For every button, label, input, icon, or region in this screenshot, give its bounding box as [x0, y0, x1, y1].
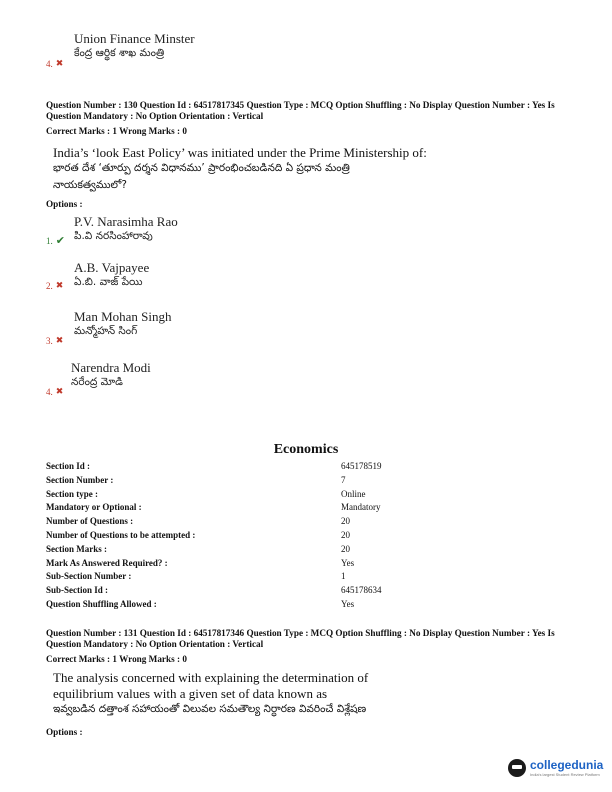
question-131-stem-english-line2: equilibrium values with a given set of data known as	[53, 686, 328, 701]
section-info-row	[46, 599, 446, 613]
section-info-key: Mark As Answered Required? :	[46, 557, 168, 568]
cross-icon: ✖	[55, 280, 64, 290]
section-info-key: Section Marks :	[46, 543, 107, 554]
question-130-options-label: Options :	[46, 199, 83, 209]
option-1-marker	[46, 234, 65, 247]
cross-icon: ✖	[55, 386, 64, 396]
option-1-english: P.V. Narasimha Rao	[74, 214, 178, 229]
section-info-value: 20	[341, 529, 350, 540]
option-number: 4.	[46, 58, 53, 69]
option-number: 2.	[46, 280, 53, 291]
section-info-value: 20	[341, 543, 350, 554]
section-info-row	[46, 502, 446, 516]
option-2-english: A.B. Vajpayee	[74, 260, 150, 275]
prev-option-4-english: Union Finance Minster	[74, 31, 195, 46]
question-131-stem-english-line1: The analysis concerned with explaining the determination of	[53, 670, 369, 685]
logo-name: collegedunia	[530, 758, 604, 772]
option-1-telugu: పి.వి నరసింహారావు	[74, 230, 153, 242]
question-131-options-label: Options :	[46, 727, 83, 737]
collegedunia-logo	[508, 758, 603, 777]
question-131-meta: Question Number : 131 Question Id : 64517817346 Question Type : MCQ Option Shuffling : No Display Question Number : Yes Is Question Mandatory : No Option Orientation : Vertical	[46, 628, 555, 649]
option-4-english: Narendra Modi	[71, 360, 151, 375]
option-number: 1.	[46, 235, 53, 246]
cross-icon: ✖	[55, 58, 64, 68]
option-2-telugu: ఏ.బి. వాజ్ పేయి	[74, 276, 143, 288]
option-number: 4.	[46, 386, 53, 397]
cross-icon: ✖	[55, 335, 64, 345]
section-info-value: 1	[341, 571, 346, 582]
section-info-value: 20	[341, 516, 350, 527]
section-info-row	[46, 571, 446, 585]
section-info-key: Section Number :	[46, 474, 114, 485]
checkmark-icon: ✔	[55, 235, 65, 247]
option-3-english: Man Mohan Singh	[74, 309, 172, 324]
section-info-row	[46, 489, 446, 503]
section-info-row	[46, 585, 446, 599]
section-info-key: Section Id :	[46, 461, 91, 471]
section-info-row	[46, 530, 446, 544]
section-info-row	[46, 544, 446, 558]
question-130-meta: Question Number : 130 Question Id : 64517817345 Question Type : MCQ Option Shuffling : No Display Question Number : Yes Is Question Mandatory : No Option Orientation : Vertical	[46, 100, 555, 121]
section-info-key: Number of Questions :	[46, 516, 134, 527]
section-info-row	[46, 516, 446, 530]
option-number: 3.	[46, 335, 53, 346]
question-130-stem-english: India’s ‘look East Policy’ was initiated under the Prime Ministership of:	[53, 145, 427, 160]
section-info-row	[46, 475, 446, 489]
question-130-stem-telugu-line1: భారత దేశ ‘తూర్పు దర్శన విధానము’ ప్రారంభించబడినది ఏ ప్రధాన మంత్రి	[53, 162, 350, 174]
section-info-value: Yes	[341, 598, 355, 609]
section-info-row	[46, 461, 446, 475]
question-130-stem-telugu-line2: నాయకత్వములో?	[53, 179, 127, 191]
section-info-value: Mandatory	[341, 502, 381, 513]
section-info-row	[46, 558, 446, 572]
option-3-marker	[46, 335, 63, 346]
section-info-key: Section type :	[46, 488, 98, 499]
question-131-stem-telugu: ఇవ్వబడిన దత్తాంశ సహాయంతో విలువల సమతౌల్య నిర్ధారణ వివరించే విశ్లేషణ	[53, 703, 367, 715]
logo-mascot-icon	[508, 759, 526, 777]
section-info-value: 7	[341, 474, 346, 485]
section-info-value: 645178634	[341, 585, 382, 596]
section-info-key: Sub-Section Id :	[46, 585, 109, 596]
prev-option-4-telugu: కేంద్ర ఆర్థిక శాఖ మంత్రి	[74, 47, 165, 59]
section-info-value: Online	[341, 488, 366, 499]
section-info-key: Sub-Section Number :	[46, 571, 132, 582]
option-3-telugu: మన్మోహన్ సింగ్	[74, 325, 138, 337]
section-info-value: Yes	[341, 557, 355, 568]
logo-tagline: India's largest Student Review Platform	[530, 772, 600, 777]
section-info-key: Question Shuffling Allowed :	[46, 598, 157, 609]
prev-option-4-marker	[46, 58, 63, 69]
question-130-marks: Correct Marks : 1 Wrong Marks : 0	[46, 126, 187, 136]
option-2-marker	[46, 280, 63, 291]
section-info-table	[46, 461, 446, 613]
option-4-telugu: నరేంద్ర మోడి	[71, 376, 123, 388]
section-info-key: Number of Questions to be attempted :	[46, 529, 196, 540]
section-info-value: 645178519	[341, 461, 382, 471]
question-131-marks: Correct Marks : 1 Wrong Marks : 0	[46, 654, 187, 664]
option-4-marker	[46, 386, 63, 397]
section-info-key: Mandatory or Optional :	[46, 502, 142, 513]
section-title: Economics	[273, 442, 339, 457]
